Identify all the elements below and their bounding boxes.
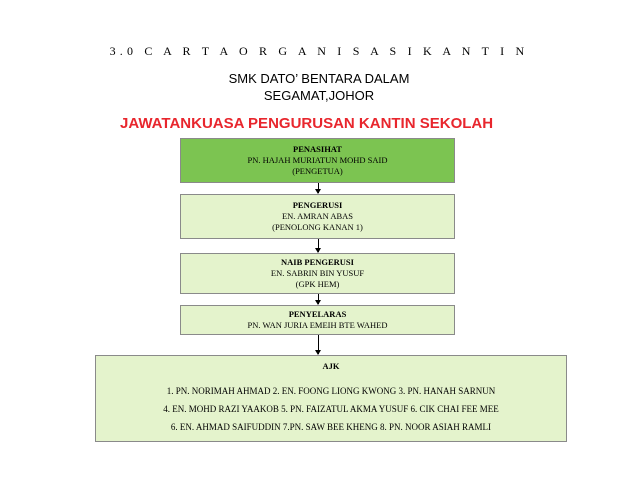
- penasihat-role: PENASIHAT: [293, 144, 342, 154]
- pengerusi-position: (PENOLONG KANAN 1): [272, 222, 363, 232]
- penyelaras-name: PN. WAN JURIA EMEIH BTE WAHED: [247, 320, 388, 330]
- school-name-line2: SEGAMAT,JOHOR: [263, 88, 375, 103]
- chart-title: 3.0 C A R T A O R G A N I S A S I K A N T I N: [109, 44, 529, 58]
- connector-arrow: [318, 294, 319, 304]
- school-name-line1: SMK DATO’ BENTARA DALAM: [228, 71, 410, 86]
- penasihat-box: [180, 138, 455, 183]
- connector-arrow: [318, 335, 319, 354]
- ajk-member-line: 1. PN. NORIMAH AHMAD 2. EN. FOONG LIONG KWONG 3. PN. HANAH SARNUN: [166, 386, 496, 396]
- naib-pengerusi-role: NAIB PENGERUSI: [281, 257, 354, 267]
- naib-pengerusi-name: EN. SABRIN BIN YUSUF: [270, 268, 365, 278]
- connector-arrow: [318, 239, 319, 252]
- naib-pengerusi-box: [180, 253, 455, 294]
- penasihat-name: PN. HAJAH MURIATUN MOHD SAID: [247, 155, 388, 165]
- penyelaras-box: [180, 305, 455, 335]
- ajk-box: [95, 355, 567, 442]
- pengerusi-role: PENGERUSI: [292, 200, 343, 210]
- connector-arrow: [318, 183, 319, 193]
- ajk-title: AJK: [322, 361, 340, 371]
- committee-title: JAWATANKUASA PENGURUSAN KANTIN SEKOLAH: [120, 115, 494, 132]
- ajk-member-line: 4. EN. MOHD RAZI YAAKOB 5. PN. FAIZATUL AKMA YUSUF 6. CIK CHAI FEE MEE: [163, 404, 499, 414]
- penyelaras-role: PENYELARAS: [288, 309, 347, 319]
- school-name: [0, 70, 638, 104]
- penasihat-position: (PENGETUA): [292, 166, 343, 176]
- naib-pengerusi-position: (GPK HEM): [295, 279, 340, 289]
- ajk-member-line: 6. EN. AHMAD SAIFUDDIN 7.PN. SAW BEE KHENG 8. PN. NOOR ASIAH RAMLI: [170, 422, 492, 432]
- pengerusi-box: [180, 194, 455, 239]
- pengerusi-name: EN. AMRAN ABAS: [281, 211, 354, 221]
